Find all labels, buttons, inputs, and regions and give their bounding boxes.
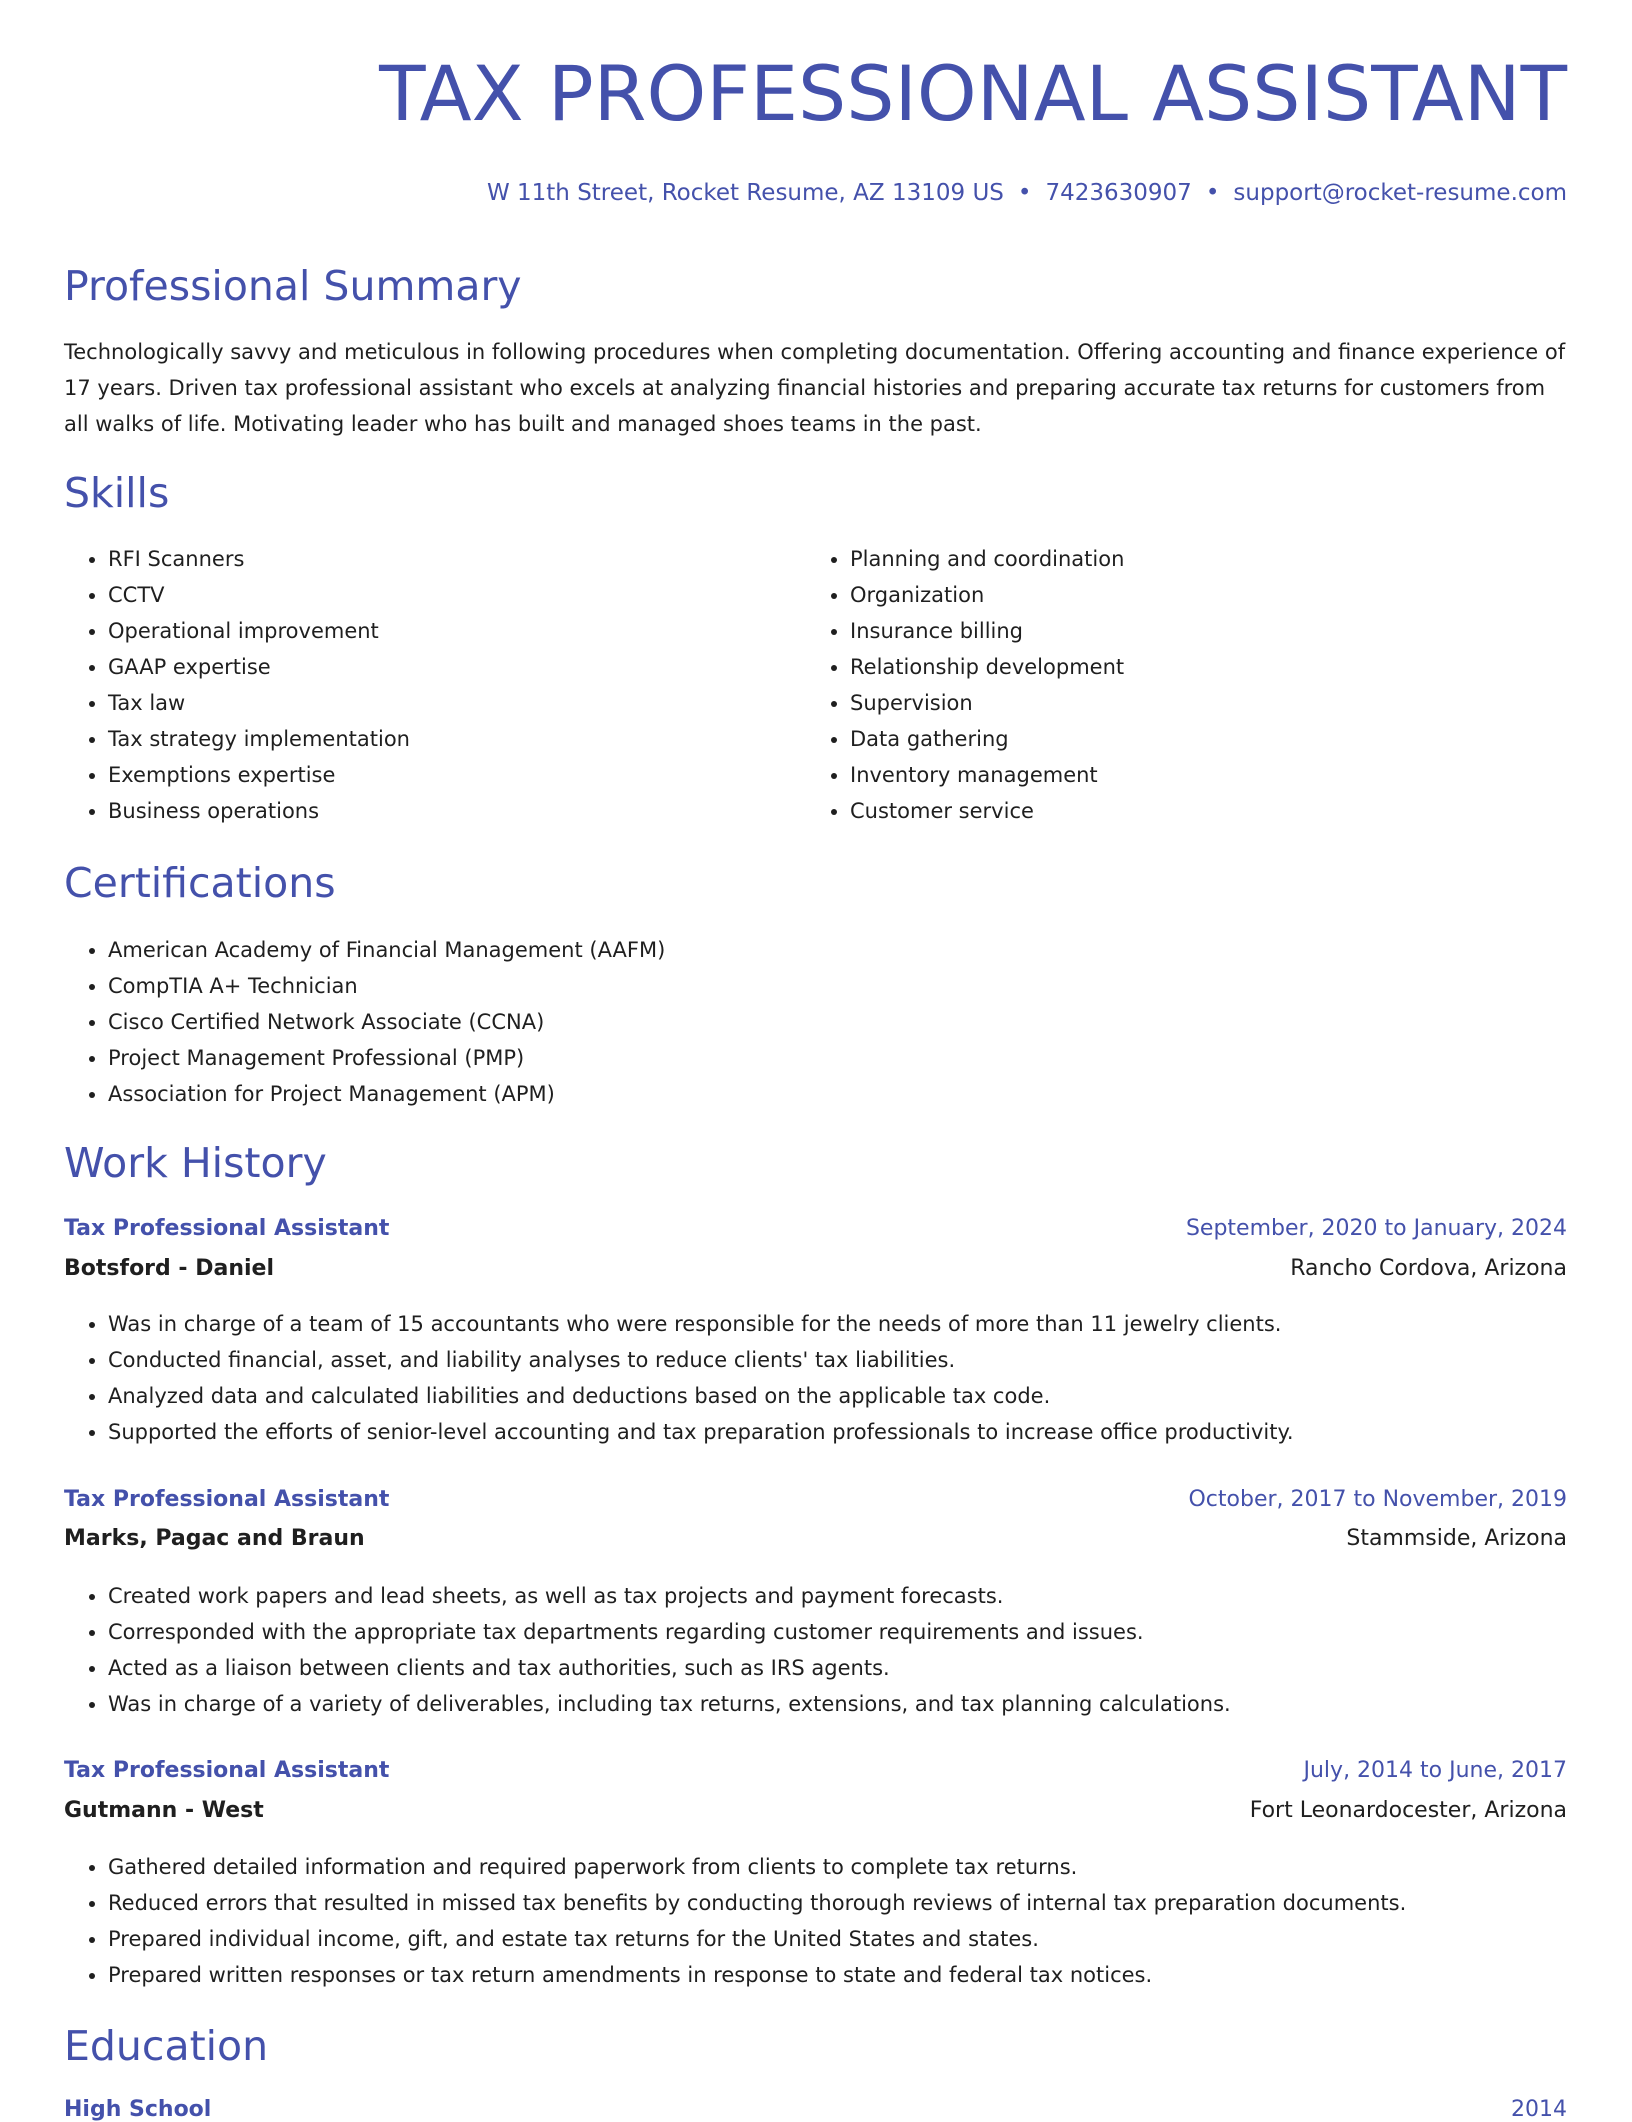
- job-subheader: [64, 1798, 1567, 1823]
- job-company: Botsford - Daniel: [64, 1256, 274, 1281]
- list-item: • Organization: [850, 577, 1124, 613]
- list-item: • Relationship development: [850, 649, 1124, 685]
- job-location: Fort Leonardocester, Arizona: [1249, 1798, 1567, 1823]
- summary-heading: Professional Summary: [64, 262, 522, 310]
- list-item: • Tax law: [108, 685, 410, 721]
- list-item: • Exemptions expertise: [108, 757, 410, 793]
- list-item: • Supported the efforts of senior-level accounting and tax preparation professionals to increase office productivity.: [108, 1414, 1294, 1450]
- list-item: • Planning and coordination: [850, 541, 1124, 577]
- contact-phone: 7423630907: [1045, 180, 1192, 206]
- job-dates: July, 2014 to June, 2017: [1303, 1758, 1567, 1783]
- list-item: • Supervision: [850, 685, 1124, 721]
- education-year: 2014: [1511, 2097, 1567, 2122]
- job-header: [64, 1758, 1567, 1783]
- certifications-list: [64, 932, 665, 1112]
- list-item: • Gathered detailed information and required paperwork from clients to complete tax returns.: [108, 1849, 1406, 1885]
- list-item: • GAAP expertise: [108, 649, 410, 685]
- job-bullets: [64, 1578, 1231, 1722]
- job-subheader: [64, 1526, 1567, 1551]
- contact-separator: •: [1205, 180, 1220, 206]
- job-company: Gutmann - West: [64, 1798, 264, 1823]
- list-item: • Acted as a liaison between clients and tax authorities, such as IRS agents.: [108, 1650, 1231, 1686]
- list-item: • Insurance billing: [850, 613, 1124, 649]
- list-item: • Reduced errors that resulted in missed tax benefits by conducting thorough reviews of internal tax preparation documents.: [108, 1885, 1406, 1921]
- work-history-heading: Work History: [64, 1139, 327, 1187]
- contact-address: W 11th Street, Rocket Resume, AZ 13109 US: [486, 180, 1004, 206]
- skills-list-left: [64, 541, 410, 829]
- job-bullets: [64, 1306, 1294, 1450]
- education-degree: High School: [64, 2097, 212, 2122]
- contact-line: [487, 180, 1567, 206]
- education-row: [64, 2097, 1567, 2122]
- list-item: • CompTIA A+ Technician: [108, 968, 665, 1004]
- certifications-heading: Certifications: [64, 859, 336, 907]
- job-bullets: [64, 1849, 1406, 1993]
- job-title: Tax Professional Assistant: [64, 1758, 390, 1783]
- contact-email[interactable]: support@rocket-resume.com: [1233, 180, 1567, 206]
- job-title: Tax Professional Assistant: [64, 1487, 390, 1512]
- list-item: • Prepared individual income, gift, and estate tax returns for the United States and states.: [108, 1921, 1406, 1957]
- skills-heading: Skills: [64, 469, 170, 517]
- job-header: [64, 1487, 1567, 1512]
- list-item: • Data gathering: [850, 721, 1124, 757]
- job-location: Stammside, Arizona: [1346, 1526, 1567, 1551]
- job-dates: October, 2017 to November, 2019: [1188, 1487, 1567, 1512]
- list-item: • Conducted financial, asset, and liability analyses to reduce clients' tax liabilities.: [108, 1342, 1294, 1378]
- list-item: • Operational improvement: [108, 613, 410, 649]
- list-item: • Analyzed data and calculated liabilities and deductions based on the applicable tax code.: [108, 1378, 1294, 1414]
- list-item: • Corresponded with the appropriate tax departments regarding customer requirements and issues.: [108, 1614, 1231, 1650]
- job-location: Rancho Cordova, Arizona: [1290, 1256, 1567, 1281]
- list-item: • Was in charge of a variety of deliverables, including tax returns, extensions, and tax planning calculations.: [108, 1686, 1231, 1722]
- list-item: • Project Management Professional (PMP): [108, 1040, 665, 1076]
- list-item: • Was in charge of a team of 15 accountants who were responsible for the needs of more than 11 jewelry clients.: [108, 1306, 1294, 1342]
- list-item: • RFI Scanners: [108, 541, 410, 577]
- list-item: • Customer service: [850, 793, 1124, 829]
- job-company: Marks, Pagac and Braun: [64, 1526, 365, 1551]
- contact-separator: •: [1017, 180, 1032, 206]
- list-item: • Prepared written responses or tax return amendments in response to state and federal tax notices.: [108, 1957, 1406, 1993]
- list-item: • American Academy of Financial Management (AAFM): [108, 932, 665, 968]
- list-item: • CCTV: [108, 577, 410, 613]
- list-item: • Cisco Certified Network Associate (CCNA): [108, 1004, 665, 1040]
- job-title: Tax Professional Assistant: [64, 1216, 390, 1241]
- education-heading: Education: [64, 2022, 269, 2070]
- list-item: • Inventory management: [850, 757, 1124, 793]
- job-subheader: [64, 1256, 1567, 1281]
- skills-list-right: [806, 541, 1124, 829]
- list-item: • Tax strategy implementation: [108, 721, 410, 757]
- list-item: • Association for Project Management (APM): [108, 1076, 665, 1112]
- list-item: • Created work papers and lead sheets, as well as tax projects and payment forecasts.: [108, 1578, 1231, 1614]
- job-header: [64, 1216, 1567, 1241]
- summary-text: Technologically savvy and meticulous in following procedures when completing documentation. Offering accounting and finance experience of 17 years. Driven tax professional assistant who excels at analyzing financial histories and preparing accurate tax returns for customers from all walks of life. Motivating leader who has built and managed shoes teams in the past.: [64, 340, 1566, 436]
- resume-name: TAX PROFESSIONAL ASSISTANT: [379, 49, 1567, 138]
- list-item: • Business operations: [108, 793, 410, 829]
- job-dates: September, 2020 to January, 2024: [1185, 1216, 1567, 1241]
